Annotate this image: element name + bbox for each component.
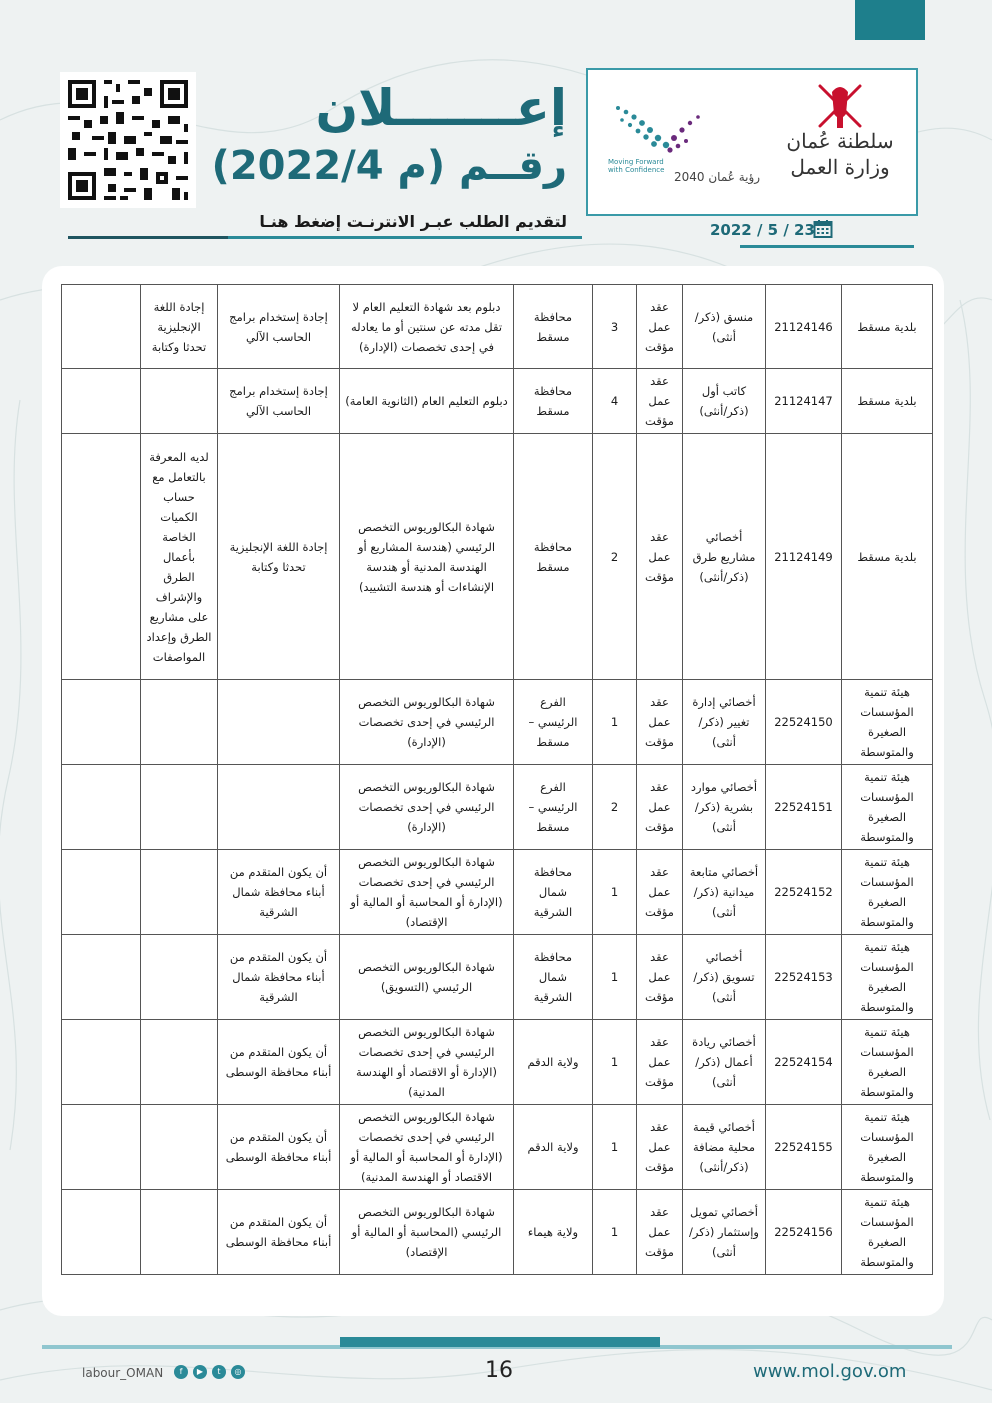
- cell-req3: [62, 765, 141, 850]
- cell-location: محافظة شمال الشرقية: [514, 935, 593, 1020]
- qr-code[interactable]: [60, 72, 196, 208]
- cell-contract: عقد عمل مؤقت: [637, 1105, 683, 1190]
- ministry-name: [780, 128, 900, 180]
- cell-req3: [62, 434, 141, 680]
- calendar-icon: [813, 219, 833, 239]
- cell-req2: [141, 369, 218, 434]
- cell-title: أخصائي مشاريع طرق (ذكر/أنثى): [683, 434, 766, 680]
- table-row: [62, 1020, 933, 1105]
- table-row: [62, 1190, 933, 1275]
- cell-req2: [141, 680, 218, 765]
- cell-contract: عقد عمل مؤقت: [637, 434, 683, 680]
- cell-contract: عقد عمل مؤقت: [637, 680, 683, 765]
- cell-count: 4: [593, 369, 637, 434]
- facebook-icon[interactable]: f: [174, 1365, 188, 1379]
- cell-title: أخصائي تمويل وإستثمار (ذكر/أنثى): [683, 1190, 766, 1275]
- apply-underline-accent: [68, 236, 228, 239]
- cell-entity: بلدية مسقط: [842, 285, 933, 369]
- cell-code: 22524156: [766, 1190, 842, 1275]
- cell-title: أخصائي موارد بشرية (ذكر/أنثى): [683, 765, 766, 850]
- announcement-number: رقــم (م 2022/4): [211, 143, 567, 189]
- cell-req1: أن يكون المتقدم من أبناء محافظة الوسطى: [218, 1105, 340, 1190]
- cell-code: 21124146: [766, 285, 842, 369]
- cell-count: 2: [593, 434, 637, 680]
- page-number: 16: [485, 1358, 513, 1383]
- cell-code: 22524154: [766, 1020, 842, 1105]
- cell-req3: [62, 369, 141, 434]
- cell-title: أخصائي إدارة تغيير (ذكر/ أنثى): [683, 680, 766, 765]
- cell-count: 1: [593, 850, 637, 935]
- cell-title: أخصائي قيمة محلية مضافة (ذكر/أنثى): [683, 1105, 766, 1190]
- table-row: [62, 935, 933, 1020]
- jobs-table: [61, 284, 933, 1275]
- cell-code: 22524153: [766, 935, 842, 1020]
- cell-qualification: شهادة البكالوريوس التخصص الرئيسي (المحاسبة أو المالية أو الإقتصاد): [340, 1190, 514, 1275]
- date-underline: [740, 245, 914, 248]
- announcement-date: 2022 / 5 / 23: [710, 221, 815, 239]
- cell-entity: هيئة تنمية المؤسسات الصغيرة والمتوسطة: [842, 1105, 933, 1190]
- cell-entity: هيئة تنمية المؤسسات الصغيرة والمتوسطة: [842, 850, 933, 935]
- cell-req1: أن يكون المتقدم من أبناء محافظة الوسطى: [218, 1190, 340, 1275]
- cell-code: 21124147: [766, 369, 842, 434]
- cell-contract: عقد عمل مؤقت: [637, 285, 683, 369]
- cell-contract: عقد عمل مؤقت: [637, 935, 683, 1020]
- social-icons: [174, 1365, 245, 1379]
- cell-qualification: شهادة البكالوريوس التخصص الرئيسي في إحدى تخصصات (الإدارة أو المحاسبة أو المالية أو الاقتصاد أو الهندسة المدنية): [340, 1105, 514, 1190]
- cell-entity: هيئة تنمية المؤسسات الصغيرة والمتوسطة: [842, 935, 933, 1020]
- cell-contract: عقد عمل مؤقت: [637, 369, 683, 434]
- cell-qualification: شهادة البكالوريوس التخصص الرئيسي في إحدى تخصصات (الإدارة): [340, 680, 514, 765]
- cell-req3: [62, 1190, 141, 1275]
- cell-req1: [218, 680, 340, 765]
- cell-qualification: شهادة البكالوريوس التخصص الرئيسي (هندسة المشاريع أو الهندسة المدنية أو هندسة الإنشاءات أو هندسة التشييد): [340, 434, 514, 680]
- page-title: إعـــــــلان: [315, 79, 567, 137]
- table-row: [62, 765, 933, 850]
- footer-divider-accent: [340, 1337, 660, 1347]
- cell-title: أخصائي متابعة ميدانية (ذكر/أنثى): [683, 850, 766, 935]
- youtube-icon[interactable]: ▶: [193, 1365, 207, 1379]
- twitter-icon[interactable]: t: [212, 1365, 226, 1379]
- cell-title: أخصائي ريادة أعمال (ذكر/ أنثى): [683, 1020, 766, 1105]
- cell-req2: [141, 765, 218, 850]
- social-handle: labour_OMAN: [82, 1366, 164, 1380]
- website-link[interactable]: www.mol.gov.om: [753, 1361, 907, 1382]
- table-row: [62, 680, 933, 765]
- cell-req2: [141, 850, 218, 935]
- cell-count: 1: [593, 935, 637, 1020]
- cell-title: أخصائي تسويق (ذكر/ أنثى): [683, 935, 766, 1020]
- cell-entity: هيئة تنمية المؤسسات الصغيرة والمتوسطة: [842, 1190, 933, 1275]
- oman-emblem-icon: [810, 78, 870, 134]
- cell-qualification: شهادة البكالوريوس التخصص الرئيسي في إحدى تخصصات (الإدارة): [340, 765, 514, 850]
- cell-qualification: دبلوم بعد شهادة التعليم العام لا تقل مدته عن سنتين أو ما يعادله في إحدى تخصصات (الإدارة): [340, 285, 514, 369]
- cell-location: ولاية الدقم: [514, 1105, 593, 1190]
- cell-req1: إجادة إستخدام برامج الحاسب الآلي: [218, 369, 340, 434]
- cell-req3: [62, 285, 141, 369]
- cell-qualification: شهادة البكالوريوس التخصص الرئيسي في إحدى تخصصات (الإدارة أو المحاسبة أو المالية أو الإقتصاد): [340, 850, 514, 935]
- ministry-line-1: سلطنة عُمان: [786, 129, 894, 153]
- cell-count: 3: [593, 285, 637, 369]
- cell-count: 1: [593, 1190, 637, 1275]
- cell-title: كاتب أول (ذكر/أنثى): [683, 369, 766, 434]
- cell-contract: عقد عمل مؤقت: [637, 1020, 683, 1105]
- cell-location: محافظة مسقط: [514, 434, 593, 680]
- cell-count: 1: [593, 680, 637, 765]
- cell-contract: عقد عمل مؤقت: [637, 850, 683, 935]
- cell-contract: عقد عمل مؤقت: [637, 765, 683, 850]
- cell-location: الفرع الرئيسي – مسقط: [514, 765, 593, 850]
- cell-title: منسق (ذكر/ أنثى): [683, 285, 766, 369]
- cell-qualification: دبلوم التعليم العام (الثانوية العامة): [340, 369, 514, 434]
- cell-code: 22524155: [766, 1105, 842, 1190]
- cell-req3: [62, 850, 141, 935]
- cell-qualification: شهادة البكالوريوس التخصص الرئيسي (التسويق): [340, 935, 514, 1020]
- cell-count: 2: [593, 765, 637, 850]
- table-row: [62, 434, 933, 680]
- cell-req3: [62, 680, 141, 765]
- cell-count: 1: [593, 1020, 637, 1105]
- table-row: [62, 1105, 933, 1190]
- cell-entity: هيئة تنمية المؤسسات الصغيرة والمتوسطة: [842, 680, 933, 765]
- vision-tagline: Moving Forward with Confidence: [608, 158, 665, 174]
- cell-entity: بلدية مسقط: [842, 369, 933, 434]
- cell-location: محافظة مسقط: [514, 285, 593, 369]
- ministry-logo-panel: [586, 68, 918, 216]
- cell-req1: أن يكون المتقدم من أبناء محافظة شمال الشرقية: [218, 850, 340, 935]
- cell-req2: لديه المعرفة بالتعامل مع حساب الكميات الخاصة بأعمال الطرق والإشراف على مشاريع الطرق وإعداد المواصفات: [141, 434, 218, 680]
- cell-entity: بلدية مسقط: [842, 434, 933, 680]
- cell-req3: [62, 1020, 141, 1105]
- cell-req2: [141, 935, 218, 1020]
- cell-req1: إجادة إستخدام برامج الحاسب الآلي: [218, 285, 340, 369]
- cell-qualification: شهادة البكالوريوس التخصص الرئيسي في إحدى تخصصات (الإدارة أو الاقتصاد أو الهندسة المدنية): [340, 1020, 514, 1105]
- cell-req2: إجادة اللغة الإنجليزية تحدثا وكتابة: [141, 285, 218, 369]
- instagram-icon[interactable]: ◎: [231, 1365, 245, 1379]
- cell-req1: [218, 765, 340, 850]
- apply-online-link[interactable]: لتقديم الطلب عبـر الانترنـت إضغط هنـا: [259, 212, 567, 231]
- cell-req2: [141, 1105, 218, 1190]
- cell-code: 22524150: [766, 680, 842, 765]
- vision-2040-text: رؤية عُمان 2040: [674, 170, 761, 184]
- cell-code: 22524151: [766, 765, 842, 850]
- cell-req1: إجادة اللغة الإنجليزية تحدثا وكتابة: [218, 434, 340, 680]
- cell-contract: عقد عمل مؤقت: [637, 1190, 683, 1275]
- cell-location: الفرع الرئيسي – مسقط: [514, 680, 593, 765]
- table-row: [62, 285, 933, 369]
- cell-code: 22524152: [766, 850, 842, 935]
- table-row: [62, 850, 933, 935]
- jobs-table-body: [62, 285, 933, 1275]
- cell-entity: هيئة تنمية المؤسسات الصغيرة والمتوسطة: [842, 765, 933, 850]
- cell-location: ولاية الدقم: [514, 1020, 593, 1105]
- cell-entity: هيئة تنمية المؤسسات الصغيرة والمتوسطة: [842, 1020, 933, 1105]
- cell-req2: [141, 1190, 218, 1275]
- top-accent-strip: [855, 0, 925, 40]
- cell-location: محافظة مسقط: [514, 369, 593, 434]
- cell-req1: أن يكون المتقدم من أبناء محافظة الوسطى: [218, 1020, 340, 1105]
- cell-location: محافظة شمال الشرقية: [514, 850, 593, 935]
- cell-req3: [62, 935, 141, 1020]
- ministry-line-2: وزارة العمل: [790, 155, 890, 179]
- cell-count: 1: [593, 1105, 637, 1190]
- cell-code: 21124149: [766, 434, 842, 680]
- cell-req3: [62, 1105, 141, 1190]
- cell-req2: [141, 1020, 218, 1105]
- cell-req1: أن يكون المتقدم من أبناء محافظة شمال الشرقية: [218, 935, 340, 1020]
- table-row: [62, 369, 933, 434]
- cell-location: ولاية هيماء: [514, 1190, 593, 1275]
